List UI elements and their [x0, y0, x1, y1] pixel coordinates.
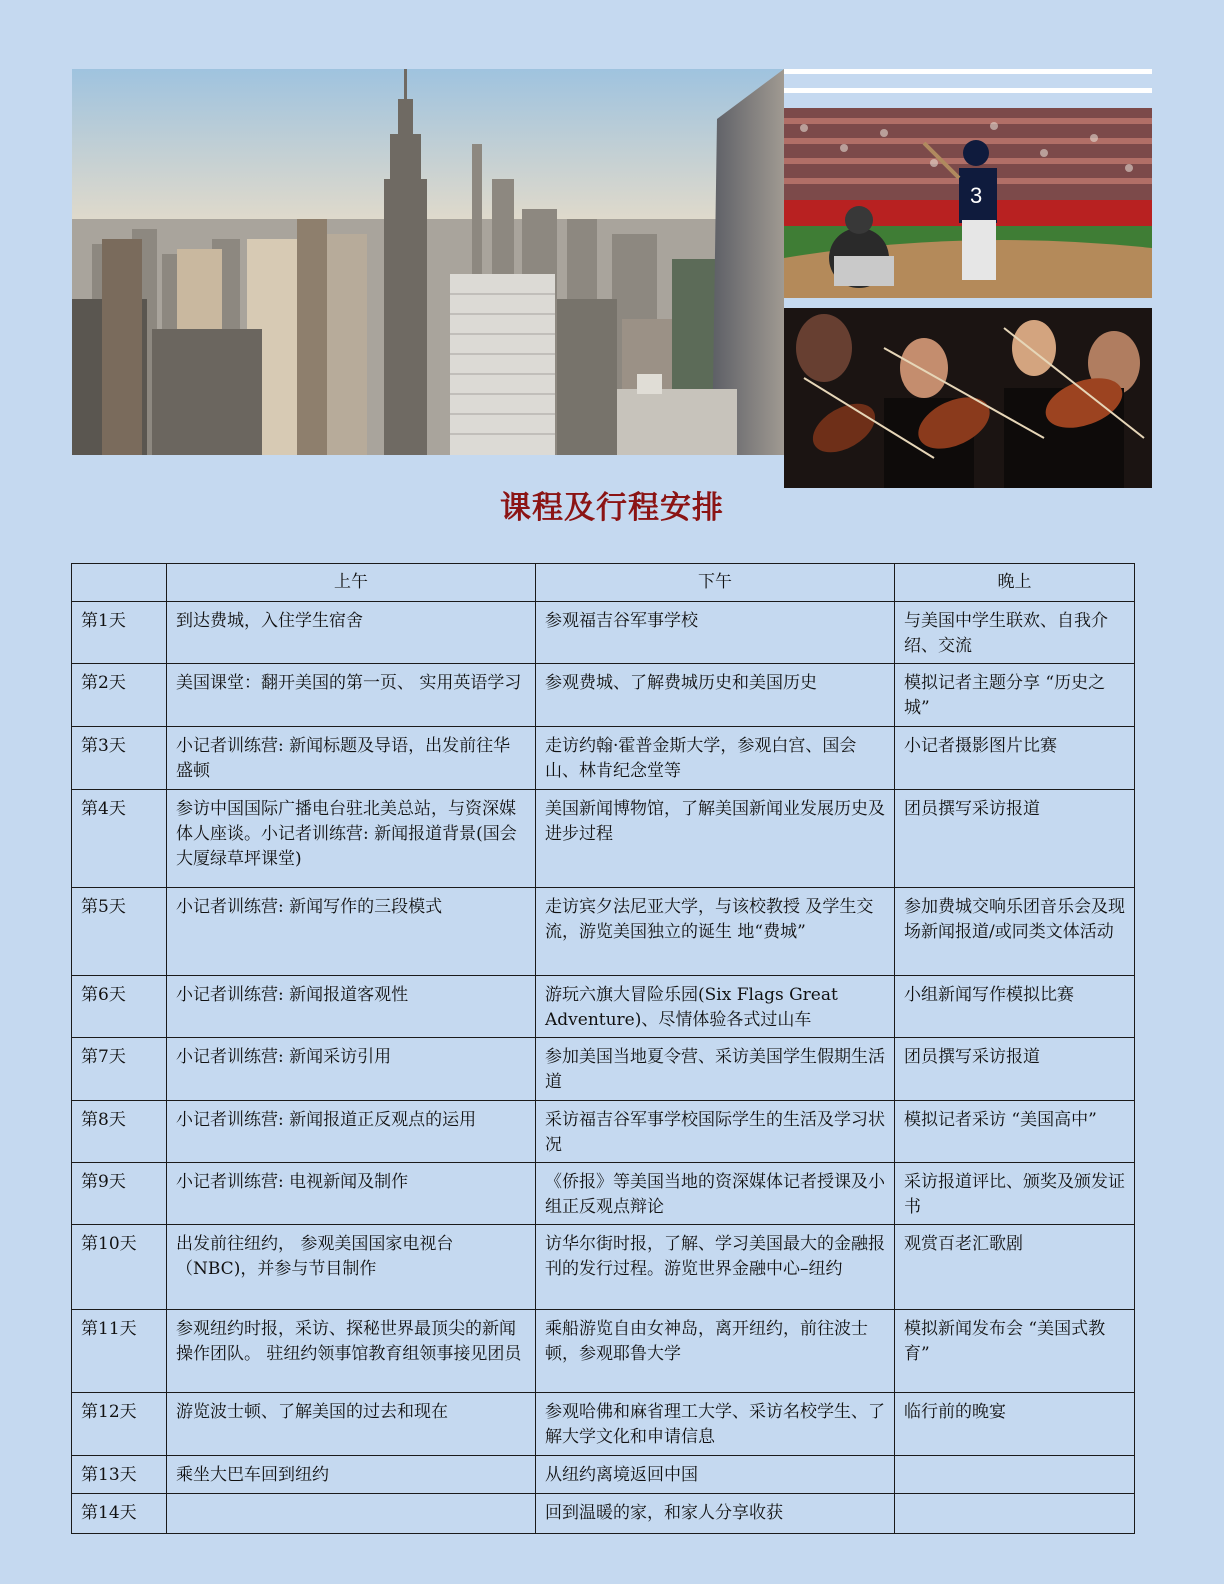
evening-cell: 临行前的晚宴: [895, 1393, 1135, 1456]
day-cell: 第7天: [72, 1038, 167, 1101]
evening-cell: 采访报道评比、颁奖及颁发证书: [895, 1163, 1135, 1225]
table-row: [72, 888, 1135, 976]
day-cell: 第13天: [72, 1456, 167, 1494]
orchestra-photo: [784, 308, 1152, 488]
day-cell: 第11天: [72, 1310, 167, 1393]
schedule-table: [71, 563, 1135, 1534]
afternoon-cell: 走访约翰·霍普金斯大学，参观白宫、国会山、林肯纪念堂等: [536, 727, 895, 790]
morning-cell: 乘坐大巴车回到纽约: [167, 1456, 536, 1494]
evening-cell: 参加费城交响乐团音乐会及现场新闻报道/或同类文体活动: [895, 888, 1135, 976]
evening-cell: 与美国中学生联欢、自我介绍、交流: [895, 602, 1135, 664]
afternoon-cell: 走访宾夕法尼亚大学，与该校教授 及学生交流，游览美国独立的诞生 地“费城”: [536, 888, 895, 976]
svg-text:3: 3: [970, 183, 983, 208]
morning-cell: 参观纽约时报，采访、探秘世界最顶尖的新闻操作团队。 驻纽约领事馆教育组领事接见团员: [167, 1310, 536, 1393]
morning-cell: [167, 1494, 536, 1534]
day-cell: 第6天: [72, 976, 167, 1038]
table-row: [72, 1393, 1135, 1456]
day-cell: 第12天: [72, 1393, 167, 1456]
afternoon-cell: 回到温暖的家，和家人分享收获: [536, 1494, 895, 1534]
decorative-rule-top: [784, 69, 1152, 74]
header-evening: 晚上: [895, 564, 1135, 602]
afternoon-cell: 乘船游览自由女神岛，离开纽约，前往波士顿，参观耶鲁大学: [536, 1310, 895, 1393]
table-row: [72, 664, 1135, 727]
evening-cell: 小组新闻写作模拟比赛: [895, 976, 1135, 1038]
evening-cell: 团员撰写采访报道: [895, 790, 1135, 888]
day-cell: 第9天: [72, 1163, 167, 1225]
morning-cell: 美国课堂：翻开美国的第一页、 实用英语学习: [167, 664, 536, 727]
header-afternoon: 下午: [536, 564, 895, 602]
day-cell: 第3天: [72, 727, 167, 790]
evening-cell: 团员撰写采访报道: [895, 1038, 1135, 1101]
morning-cell: 参访中国国际广播电台驻北美总站，与资深媒体人座谈。小记者训练营: 新闻报道背景(国会大厦绿草坪课堂): [167, 790, 536, 888]
morning-cell: 小记者训练营: 新闻标题及导语，出发前往华盛顿: [167, 727, 536, 790]
evening-cell: 小记者摄影图片比赛: [895, 727, 1135, 790]
table-row: [72, 1456, 1135, 1494]
morning-cell: 出发前往纽约， 参观美国国家电视台（NBC)，并参与节目制作: [167, 1225, 536, 1310]
day-cell: 第14天: [72, 1494, 167, 1534]
day-cell: 第8天: [72, 1101, 167, 1163]
page-title: 课程及行程安排: [500, 490, 724, 526]
morning-cell: 到达费城，入住学生宿舍: [167, 602, 536, 664]
table-row: [72, 1494, 1135, 1534]
afternoon-cell: 游玩六旗大冒险乐园(Six Flags Great Adventure)、尽情体验各式过山车: [536, 976, 895, 1038]
table-row: [72, 790, 1135, 888]
afternoon-cell: 访华尔街时报，了解、学习美国最大的金融报刊的发行过程。游览世界金融中心–纽约: [536, 1225, 895, 1310]
day-cell: 第10天: [72, 1225, 167, 1310]
header-day: [72, 564, 167, 602]
baseball-photo: [784, 108, 1152, 298]
decorative-rule-bottom: [784, 88, 1152, 93]
header-morning: 上午: [167, 564, 536, 602]
day-cell: 第5天: [72, 888, 167, 976]
city-skyline-photo: [72, 69, 784, 455]
table-row: [72, 1225, 1135, 1310]
evening-cell: 模拟记者采访 “美国高中”: [895, 1101, 1135, 1163]
afternoon-cell: 参加美国当地夏令营、采访美国学生假期生活道: [536, 1038, 895, 1101]
day-cell: 第2天: [72, 664, 167, 727]
evening-cell: 模拟新闻发布会 “美国式教育”: [895, 1310, 1135, 1393]
table-row: [72, 727, 1135, 790]
table-header-row: [72, 564, 1135, 602]
afternoon-cell: 从纽约离境返回中国: [536, 1456, 895, 1494]
day-cell: 第1天: [72, 602, 167, 664]
table-row: [72, 976, 1135, 1038]
afternoon-cell: 《侨报》等美国当地的资深媒体记者授课及小组正反观点辩论: [536, 1163, 895, 1225]
day-cell: 第4天: [72, 790, 167, 888]
table-row: [72, 1310, 1135, 1393]
evening-cell: 观赏百老汇歌剧: [895, 1225, 1135, 1310]
morning-cell: 小记者训练营: 新闻报道客观性: [167, 976, 536, 1038]
morning-cell: 小记者训练营: 电视新闻及制作: [167, 1163, 536, 1225]
morning-cell: 游览波士顿、了解美国的过去和现在: [167, 1393, 536, 1456]
morning-cell: 小记者训练营: 新闻采访引用: [167, 1038, 536, 1101]
evening-cell: [895, 1494, 1135, 1534]
afternoon-cell: 美国新闻博物馆，了解美国新闻业发展历史及进步过程: [536, 790, 895, 888]
table-row: [72, 1101, 1135, 1163]
afternoon-cell: 参观费城、了解费城历史和美国历史: [536, 664, 895, 727]
morning-cell: 小记者训练营: 新闻报道正反观点的运用: [167, 1101, 536, 1163]
table-row: [72, 1163, 1135, 1225]
table-row: [72, 602, 1135, 664]
morning-cell: 小记者训练营: 新闻写作的三段模式: [167, 888, 536, 976]
afternoon-cell: 采访福吉谷军事学校国际学生的生活及学习状况: [536, 1101, 895, 1163]
evening-cell: [895, 1456, 1135, 1494]
evening-cell: 模拟记者主题分享 “历史之城”: [895, 664, 1135, 727]
table-row: [72, 1038, 1135, 1101]
afternoon-cell: 参观哈佛和麻省理工大学、采访名校学生、了解大学文化和申请信息: [536, 1393, 895, 1456]
afternoon-cell: 参观福吉谷军事学校: [536, 602, 895, 664]
